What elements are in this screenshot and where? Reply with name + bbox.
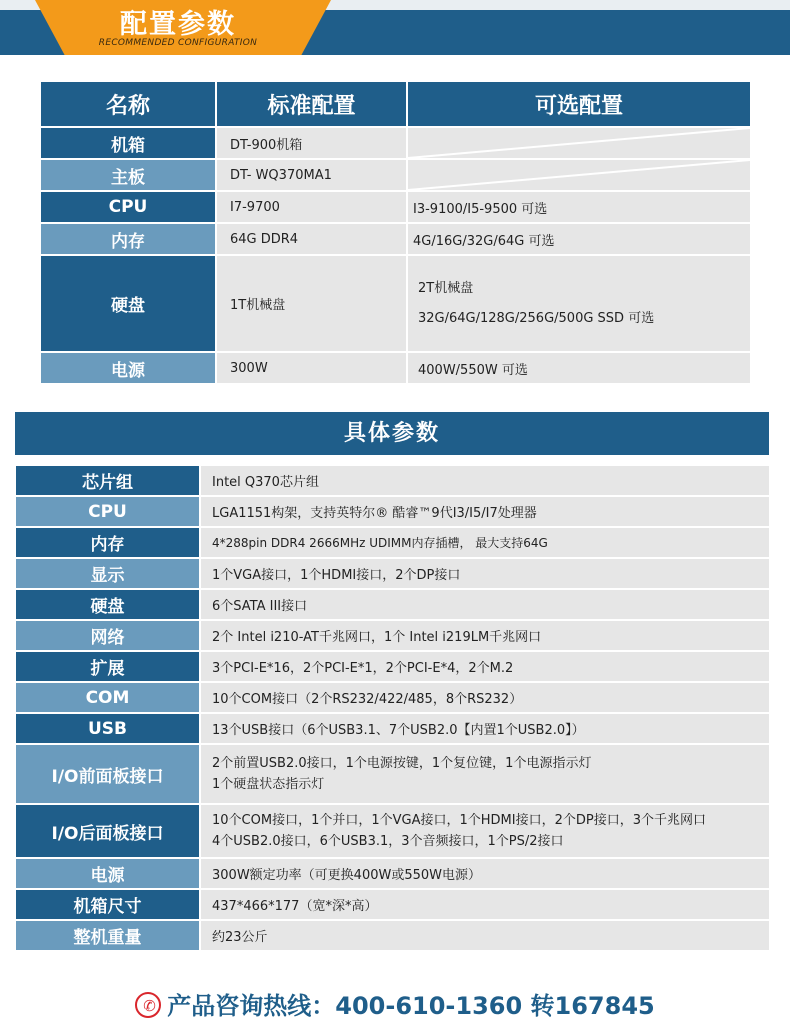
config-row-label: 机箱 <box>41 128 215 158</box>
spec-row <box>16 559 769 588</box>
hotline-number[interactable]: 400-610-1360 转167845 <box>335 992 655 1020</box>
spec-row-value: LGA1151构架，支持英特尔® 酷睿™9代I3/I5/I7处理器 <box>201 497 769 526</box>
config-row <box>41 192 750 222</box>
spec-value-line: 10个COM接口，1个并口，1个VGA接口，1个HDMI接口，2个DP接口，3个千兆网口 <box>212 813 706 828</box>
config-row-standard: 300W <box>217 353 406 383</box>
config-row <box>41 353 750 383</box>
spec-row-label: CPU <box>16 497 199 526</box>
spec-row-value: 2个 Intel i210-AT千兆网口，1个 Intel i219LM千兆网口 <box>201 621 769 650</box>
spec-row <box>16 683 769 712</box>
spec-row-value: 437*466*177（宽*深*高） <box>201 890 769 919</box>
config-row-optional: 400W/550W 可选 <box>408 353 750 383</box>
config-row <box>41 256 750 351</box>
spec-row-value: 3个PCI-E*16，2个PCI-E*1，2个PCI-E*4，2个M.2 <box>201 652 769 681</box>
spec-row <box>16 859 769 888</box>
config-row <box>41 224 750 254</box>
config-row-optional-empty <box>408 160 750 190</box>
config-row-standard: DT- WQ370MA1 <box>217 160 406 190</box>
config-optional-line: 32G/64G/128G/256G/500G SSD 可选 <box>418 310 655 326</box>
config-header-name: 名称 <box>41 82 215 126</box>
spec-value-line: 1个硬盘状态指示灯 <box>212 777 325 792</box>
banner-subtitle: RECOMMENDED CONFIGURATION <box>98 38 258 48</box>
spec-row-label: 整机重量 <box>16 921 199 950</box>
config-row-optional <box>408 256 750 351</box>
spec-row <box>16 745 769 803</box>
spec-row-value: 13个USB接口（6个USB3.1、7个USB2.0【内置1个USB2.0】） <box>201 714 769 743</box>
config-table <box>39 80 752 385</box>
phone-icon: ✆ <box>135 992 161 1018</box>
spec-row-value: 约23公斤 <box>201 921 769 950</box>
spec-row <box>16 466 769 495</box>
spec-row-label: 芯片组 <box>16 466 199 495</box>
spec-row <box>16 652 769 681</box>
spec-row-value: Intel Q370芯片组 <box>201 466 769 495</box>
spec-row-label: I/O后面板接口 <box>16 805 199 857</box>
spec-row-value <box>201 805 769 857</box>
config-row-standard: 64G DDR4 <box>217 224 406 254</box>
spec-row-label: 网络 <box>16 621 199 650</box>
diagonal-slash <box>408 160 750 190</box>
config-row-standard: 1T机械盘 <box>217 256 406 351</box>
spec-value-line: 2个前置USB2.0接口，1个电源按键，1个复位键，1个电源指示灯 <box>212 756 592 771</box>
hotline-label: 产品咨询热线： <box>167 992 336 1020</box>
spec-row-value: 4*288pin DDR4 2666MHz UDIMM内存插槽， 最大支持64G <box>201 528 769 557</box>
config-optional-line: 2T机械盘 <box>418 280 474 296</box>
config-row-label: 内存 <box>41 224 215 254</box>
spec-section-title: 具体参数 <box>15 412 769 455</box>
config-header-optional: 可选配置 <box>408 82 750 126</box>
spec-row-label: I/O前面板接口 <box>16 745 199 803</box>
spec-row <box>16 528 769 557</box>
spec-row-label: 内存 <box>16 528 199 557</box>
spec-value-line: 4个USB2.0接口，6个USB3.1，3个音频接口，1个PS/2接口 <box>212 834 564 849</box>
config-row-label: 电源 <box>41 353 215 383</box>
config-row-standard: DT-900机箱 <box>217 128 406 158</box>
config-header-standard: 标准配置 <box>217 82 406 126</box>
spec-row-label: 显示 <box>16 559 199 588</box>
spec-row-label: COM <box>16 683 199 712</box>
spec-row-value: 10个COM接口（2个RS232/422/485，8个RS232） <box>201 683 769 712</box>
config-row-label: CPU <box>41 192 215 222</box>
config-row-standard: I7-9700 <box>217 192 406 222</box>
config-row-optional: I3-9100/I5-9500 可选 <box>408 192 750 222</box>
config-row <box>41 128 750 158</box>
config-row-optional: 4G/16G/32G/64G 可选 <box>408 224 750 254</box>
spec-row <box>16 621 769 650</box>
spec-row <box>16 590 769 619</box>
spec-row-label: 电源 <box>16 859 199 888</box>
spec-table <box>14 464 771 952</box>
spec-row <box>16 497 769 526</box>
config-row-label: 硬盘 <box>41 256 215 351</box>
spec-row <box>16 714 769 743</box>
spec-row <box>16 890 769 919</box>
spec-row <box>16 805 769 857</box>
spec-row-label: 机箱尺寸 <box>16 890 199 919</box>
config-row-label: 主板 <box>41 160 215 190</box>
spec-row-value <box>201 745 769 803</box>
diagonal-slash <box>408 128 750 158</box>
config-row-optional-empty <box>408 128 750 158</box>
spec-row-value: 6个SATA III接口 <box>201 590 769 619</box>
spec-row-label: USB <box>16 714 199 743</box>
config-row <box>41 160 750 190</box>
spec-row-label: 扩展 <box>16 652 199 681</box>
spec-row-value: 300W额定功率（可更换400W或550W电源） <box>201 859 769 888</box>
hotline-bar <box>0 986 790 1026</box>
spec-row-label: 硬盘 <box>16 590 199 619</box>
spec-row-value: 1个VGA接口，1个HDMI接口，2个DP接口 <box>201 559 769 588</box>
banner-title: 配置参数 <box>120 9 236 40</box>
spec-row <box>16 921 769 950</box>
